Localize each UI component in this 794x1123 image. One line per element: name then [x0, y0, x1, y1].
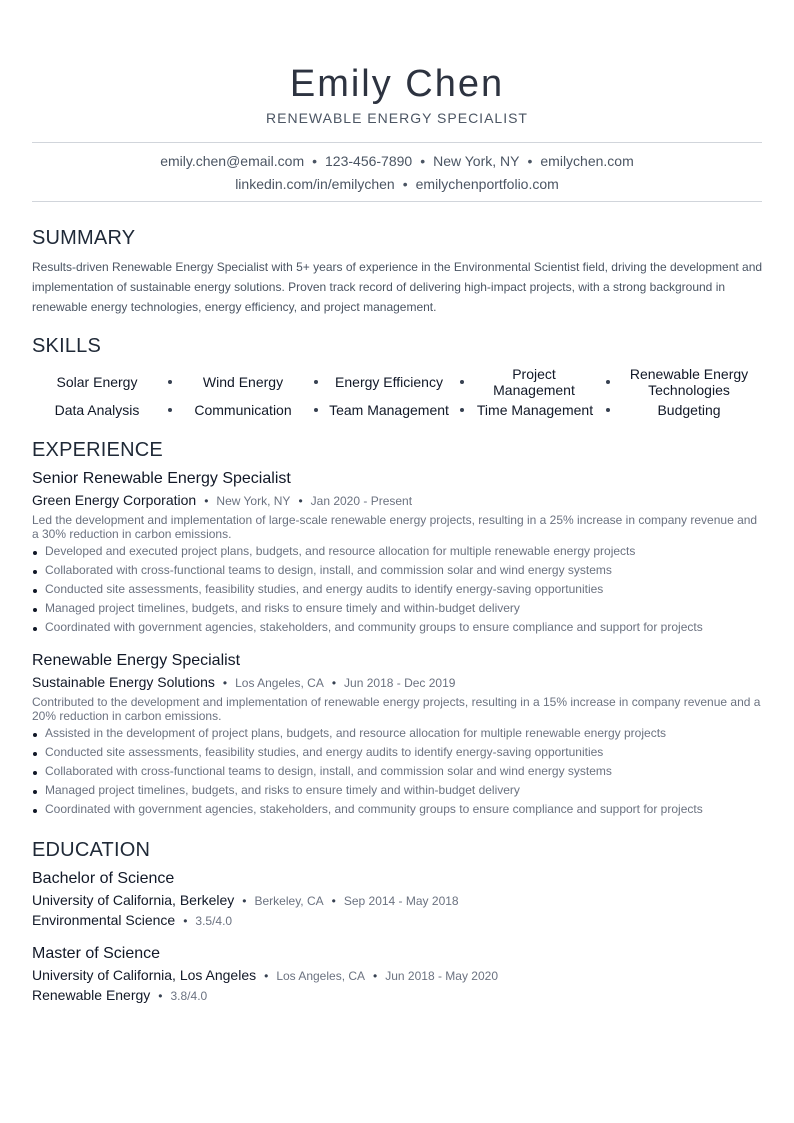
separator-dot: [606, 380, 610, 384]
job-meta: [32, 674, 455, 691]
job-bullets: [32, 724, 762, 819]
bullet-icon: [33, 627, 37, 631]
bullet-icon: [33, 809, 37, 813]
separator-dot: [460, 380, 464, 384]
separator-dot: •: [222, 676, 228, 690]
school-location: Los Angeles, CA: [276, 969, 366, 983]
job-bullets: [32, 542, 762, 637]
bullet-icon: [33, 771, 37, 775]
skill-item: Team Management: [329, 402, 449, 418]
separator-dot: •: [420, 153, 426, 169]
bullet-icon: [33, 551, 37, 555]
list-item: Coordinated with government agencies, stakeholders, and community groups to ensure compliance and support for projects: [32, 618, 762, 637]
job-dates: Jan 2020 - Present: [310, 494, 413, 508]
bullet-icon: [33, 608, 37, 612]
list-item: Assisted in the development of project plans, budgets, and resource allocation for multiple renewable energy projects: [32, 724, 762, 743]
degree-dates: Jun 2018 - May 2020: [385, 969, 498, 983]
website-link[interactable]: emilychen.com: [540, 153, 634, 169]
skill-item: Time Management: [476, 402, 594, 418]
field-of-study: Renewable Energy: [32, 987, 151, 1003]
list-item: Developed and executed project plans, budgets, and resource allocation for multiple renewable energy projects: [32, 542, 762, 561]
skills-row: [32, 364, 762, 398]
skill-item: Budgeting: [657, 402, 721, 418]
list-item: Managed project timelines, budgets, and risks to ensure timely and within-budget delivery: [32, 781, 762, 800]
location-text: New York, NY: [433, 153, 520, 169]
degree-title: Bachelor of Science: [32, 870, 175, 887]
summary-text: Results-driven Renewable Energy Specialist with 5+ years of experience in the Environmental Scientist field, driving the development and implementation of sustainable energy solutions. Proven track record of delivering high-impact projects, with a strong background in renewable energy technologies, energy efficiency, and project management.: [32, 260, 763, 314]
education-heading: EDUCATION: [32, 839, 151, 861]
linkedin-link[interactable]: linkedin.com/in/emilychen: [235, 176, 395, 192]
separator-dot: [168, 380, 172, 384]
degree-dates: Sep 2014 - May 2018: [343, 894, 459, 908]
skill-item: Solar Energy: [56, 374, 138, 390]
skill-item: Communication: [194, 402, 292, 418]
degree-field-line: [32, 912, 232, 929]
experience-heading: EXPERIENCE: [32, 439, 163, 461]
school-name: University of California, Berkeley: [32, 892, 235, 908]
candidate-name: Emily Chen: [289, 63, 505, 105]
candidate-title: RENEWABLE ENERGY SPECIALIST: [266, 110, 528, 126]
bullet-icon: [33, 570, 37, 574]
separator-dot: •: [402, 176, 408, 192]
separator-dot: •: [312, 153, 318, 169]
skills-heading: SKILLS: [32, 335, 102, 357]
gpa-value: 3.5/4.0: [195, 914, 233, 928]
job-meta: [32, 492, 412, 509]
list-item: Conducted site assessments, feasibility studies, and energy audits to identify energy-saving opportunities: [32, 743, 762, 762]
separator-dot: •: [242, 894, 247, 908]
bullet-icon: [33, 790, 37, 794]
separator-dot: [606, 408, 610, 412]
degree-meta: [32, 967, 498, 984]
email-link[interactable]: emily.chen@email.com: [160, 153, 305, 169]
bullet-icon: [33, 589, 37, 593]
contact-line-1: [0, 152, 794, 170]
list-item: Conducted site assessments, feasibility studies, and energy audits to identify energy-saving opportunities: [32, 580, 762, 599]
phone-number[interactable]: 123-456-7890: [325, 153, 413, 169]
gpa-value: 3.8/4.0: [170, 989, 208, 1003]
job-location: Los Angeles, CA: [235, 676, 324, 690]
company-name: Sustainable Energy Solutions: [32, 674, 215, 690]
separator-dot: [314, 408, 318, 412]
separator-dot: •: [204, 494, 209, 508]
skill-item: Project Management: [493, 366, 575, 398]
separator-dot: [314, 380, 318, 384]
divider: [32, 201, 762, 202]
separator-dot: •: [331, 676, 337, 690]
skills-row: [32, 398, 762, 422]
job-summary: Led the development and implementation of large-scale renewable energy projects, resulting in a 25% increase in company revenue and a 30% reduction in carbon emissions.: [32, 513, 758, 541]
list-item: Managed project timelines, budgets, and risks to ensure timely and within-budget delivery: [32, 599, 762, 618]
separator-dot: •: [527, 153, 533, 169]
list-item: Collaborated with cross-functional teams to design, install, and commission solar and wind energy systems: [32, 762, 762, 781]
skill-item: Renewable Energy Technologies: [629, 366, 749, 398]
degree-title: Master of Science: [32, 945, 161, 962]
degree-field-line: [32, 987, 207, 1004]
separator-dot: •: [331, 894, 336, 908]
list-item: Coordinated with government agencies, stakeholders, and community groups to ensure compliance and support for projects: [32, 800, 762, 819]
field-of-study: Environmental Science: [32, 912, 176, 928]
separator-dot: •: [264, 969, 269, 983]
skill-item: Energy Efficiency: [335, 374, 443, 390]
separator-dot: •: [373, 969, 378, 983]
bullet-icon: [33, 752, 37, 756]
job-title: Senior Renewable Energy Specialist: [32, 470, 291, 487]
separator-dot: [460, 408, 464, 412]
degree-meta: [32, 892, 459, 909]
portfolio-link[interactable]: emilychenportfolio.com: [415, 176, 559, 192]
job-dates: Jun 2018 - Dec 2019: [344, 676, 456, 690]
separator-dot: •: [298, 494, 303, 508]
job-title: Renewable Energy Specialist: [32, 652, 241, 669]
skill-item: Data Analysis: [54, 402, 140, 418]
skill-item: Wind Energy: [202, 374, 284, 390]
school-location: Berkeley, CA: [254, 894, 324, 908]
list-item: Collaborated with cross-functional teams to design, install, and commission solar and wind energy systems: [32, 561, 762, 580]
skills-grid: [32, 364, 762, 422]
company-name: Green Energy Corporation: [32, 492, 197, 508]
summary-heading: SUMMARY: [32, 227, 136, 249]
job-summary: Contributed to the development and implementation of renewable energy projects, resulting in a 15% increase in company revenue and a 20% reduction in carbon emissions.: [32, 695, 761, 723]
separator-dot: •: [183, 914, 188, 928]
contact-line-2: [0, 175, 794, 193]
school-name: University of California, Los Angeles: [32, 967, 257, 983]
separator-dot: [168, 408, 172, 412]
separator-dot: •: [158, 989, 163, 1003]
bullet-icon: [33, 733, 37, 737]
divider: [32, 142, 762, 143]
job-location: New York, NY: [216, 494, 291, 508]
